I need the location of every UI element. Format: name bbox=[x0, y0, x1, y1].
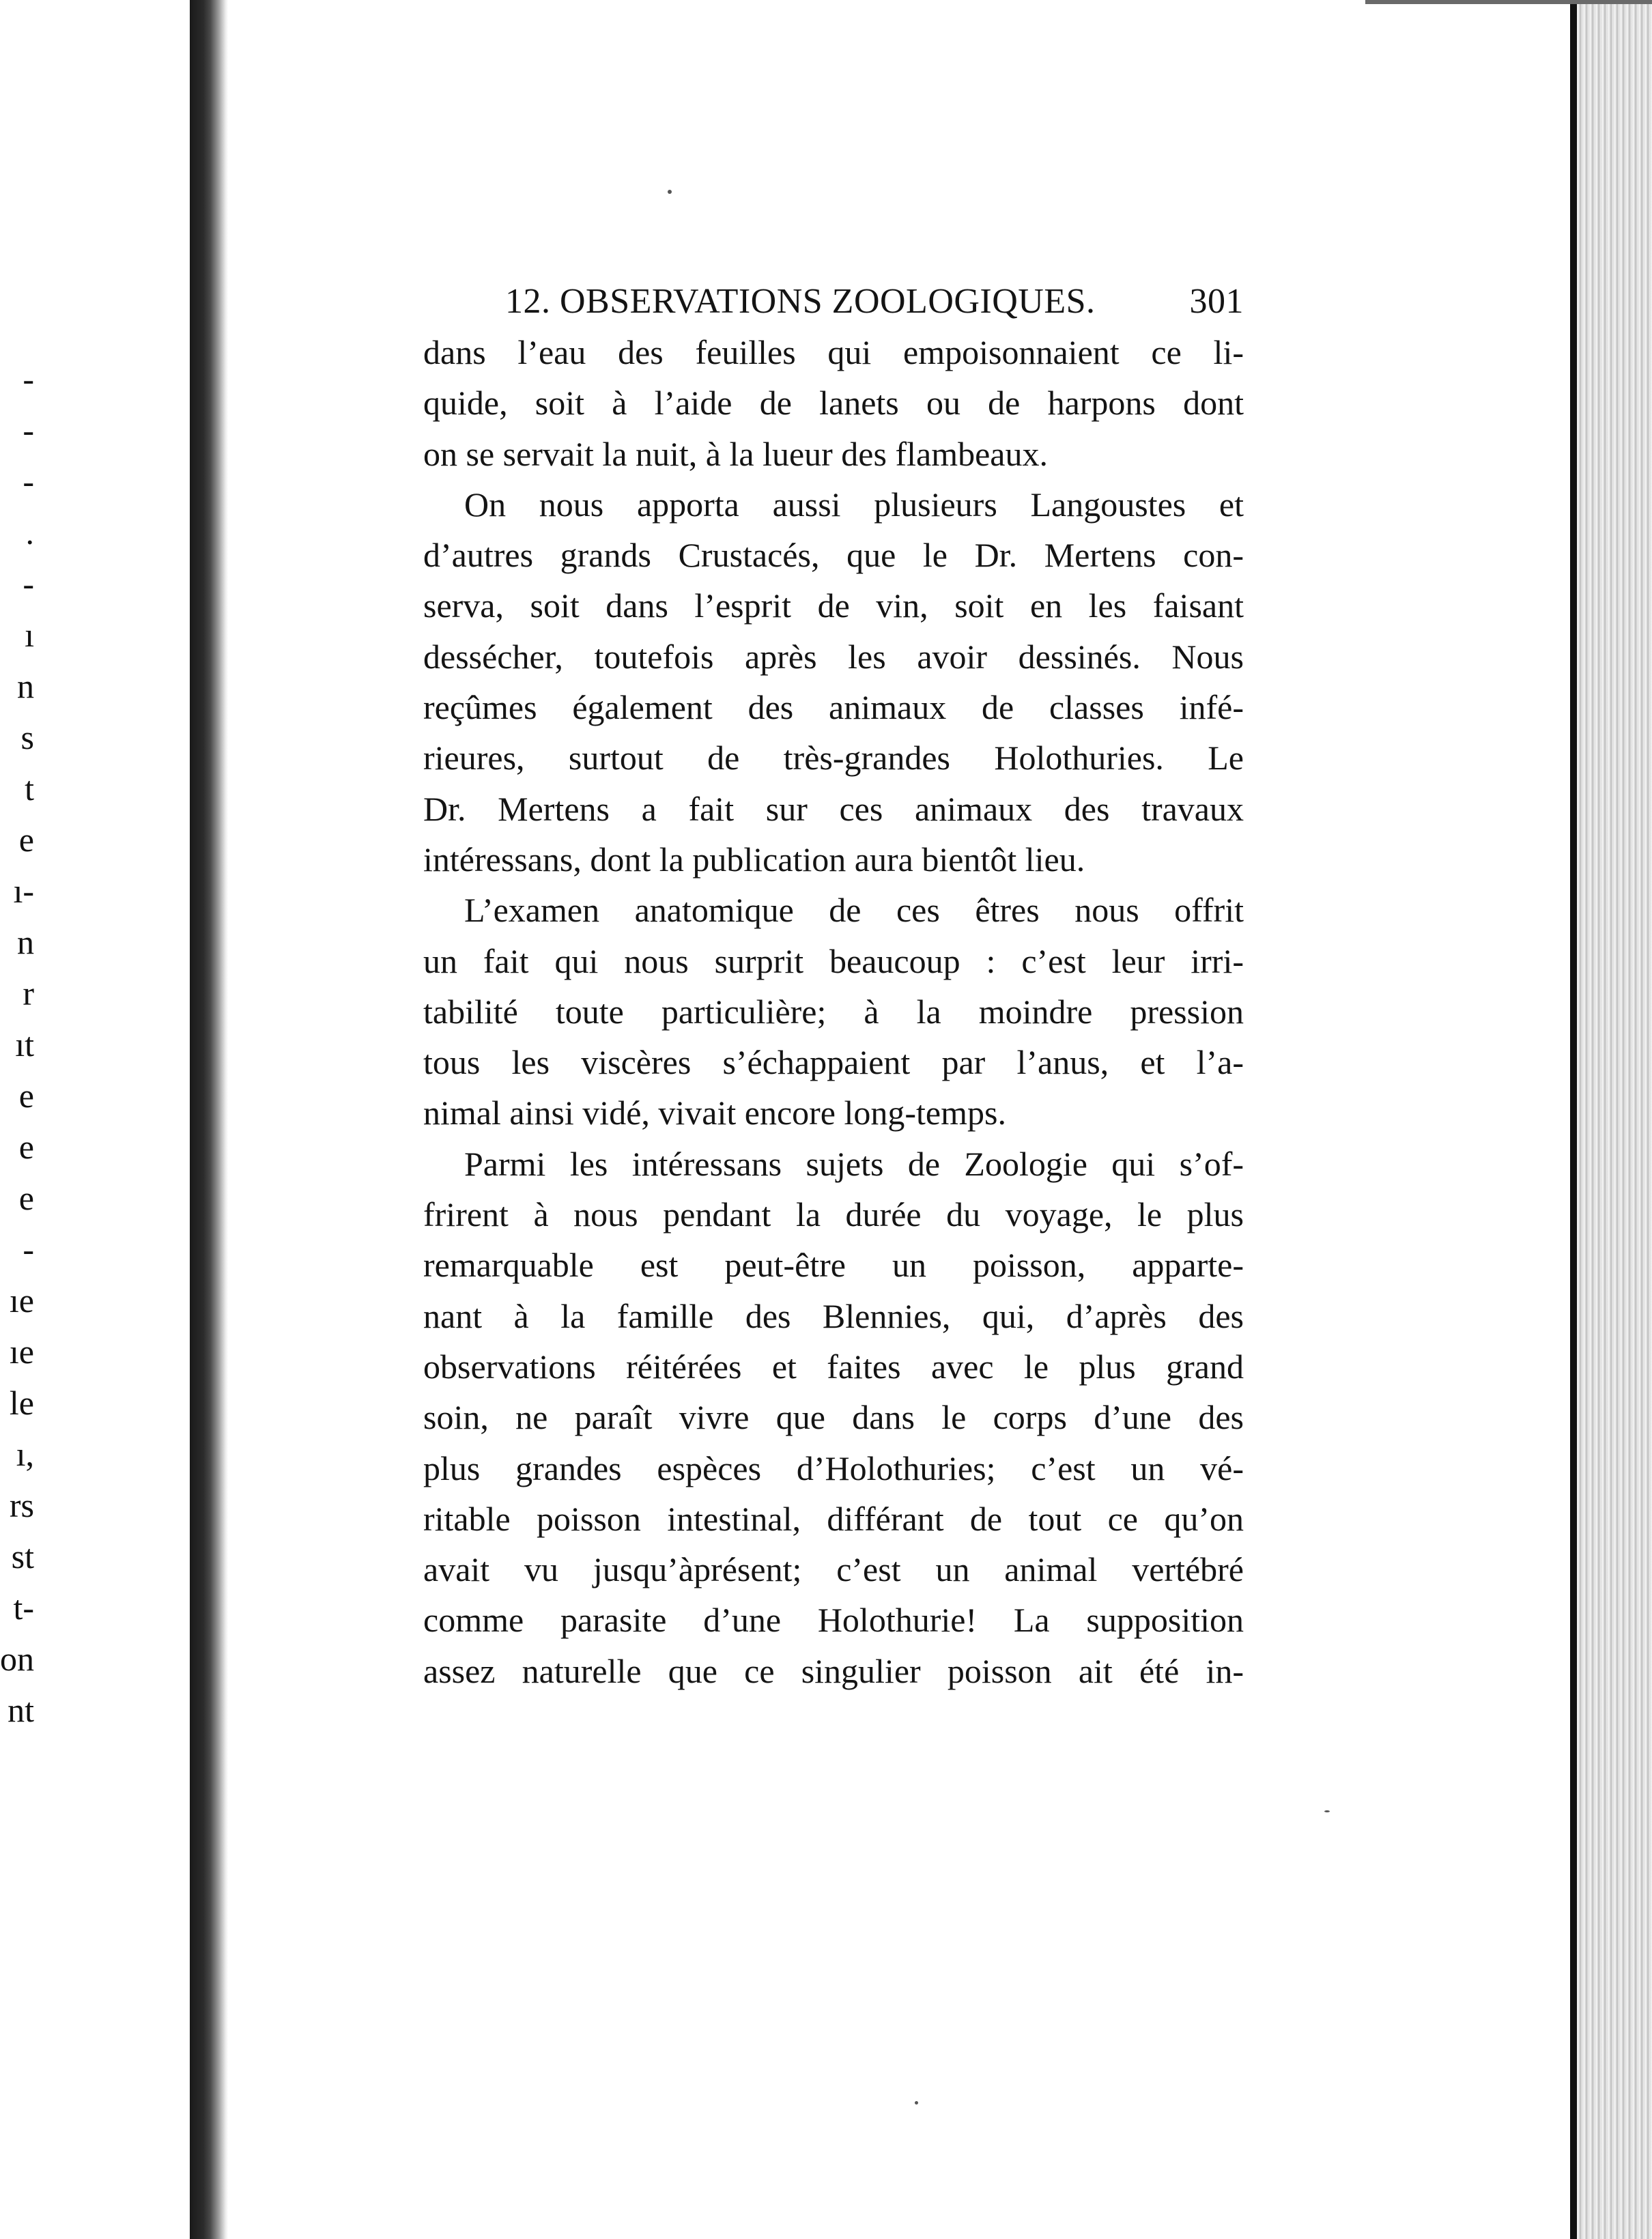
text-line: quide, soit à l’aide de lanets ou de harpons dont bbox=[423, 384, 1244, 423]
facing-page-fragment: e bbox=[18, 821, 34, 859]
facing-page-fragment: ı- bbox=[13, 872, 34, 910]
text-line: un fait qui nous surprit beaucoup : c’est leur irri- bbox=[423, 941, 1244, 980]
text-line: intéressans, dont la publication aura bientôt lieu. bbox=[423, 840, 1085, 879]
text-line: dans l’eau des feuilles qui empoisonnaient ce li- bbox=[423, 333, 1244, 371]
book-gutter bbox=[190, 0, 228, 2239]
text-line: d’autres grands Crustacés, que le Dr. Mertens con- bbox=[423, 536, 1244, 575]
paragraph bbox=[423, 479, 1244, 885]
text-line: rieures, surtout de très-grandes Holothuries. Le bbox=[423, 739, 1244, 778]
facing-page-fragment: rs bbox=[9, 1486, 34, 1524]
chapter-number: 12. bbox=[505, 282, 551, 321]
text-line: on se servait la nuit, à la lueur des flambeaux. bbox=[423, 434, 1048, 473]
text-line: nant à la famille des Blennies, qui, d’après des bbox=[423, 1296, 1244, 1335]
top-edge-rule bbox=[1365, 0, 1652, 4]
text-line: frirent à nous pendant la durée du voyage, le plus bbox=[423, 1195, 1244, 1234]
facing-page-fragment: r bbox=[23, 974, 34, 1012]
facing-page-fragment: - bbox=[23, 1230, 34, 1268]
facing-page-fragment: nt bbox=[8, 1691, 34, 1729]
facing-page-fragment: s bbox=[20, 718, 34, 756]
text-line: remarquable est peut-être un poisson, apparte- bbox=[423, 1246, 1244, 1285]
text-line: dessécher, toutefois après les avoir dessinés. Nous bbox=[423, 637, 1244, 676]
facing-page-fragment: - bbox=[23, 360, 34, 398]
facing-page-fragment: n bbox=[17, 667, 34, 705]
text-line: comme parasite d’une Holothurie! La supposition bbox=[423, 1601, 1244, 1640]
facing-page-fragment: t bbox=[25, 769, 34, 808]
text-line: ritable poisson intestinal, différant de tout ce qu’on bbox=[423, 1499, 1244, 1538]
running-head-title bbox=[505, 276, 1096, 327]
facing-page-fragment: t- bbox=[13, 1588, 34, 1627]
facing-page-fragment: le bbox=[9, 1384, 34, 1422]
text-line: Parmi les intéressans sujets de Zoologie qui s’of- bbox=[464, 1144, 1244, 1183]
facing-page-fragment: - bbox=[23, 462, 34, 500]
facing-page-fragment: ıe bbox=[9, 1281, 34, 1320]
text-line: tabilité toute particulière; à la moindre pression bbox=[423, 992, 1244, 1031]
facing-page-fragment: . bbox=[25, 513, 34, 552]
running-head bbox=[423, 276, 1244, 327]
paragraph bbox=[423, 1139, 1244, 1696]
text-line: L’examen anatomique de ces êtres nous offrit bbox=[464, 891, 1244, 930]
facing-page-left bbox=[0, 0, 190, 2239]
page-edge-shadow bbox=[1570, 0, 1577, 2239]
text-line: avait vu jusqu’àprésent; c’est un animal vertébré bbox=[423, 1550, 1244, 1589]
page-number: 301 bbox=[1189, 282, 1244, 321]
paper-speck bbox=[668, 190, 672, 194]
paragraph bbox=[423, 327, 1244, 479]
facing-page-fragment: ı bbox=[25, 616, 34, 654]
page-edges-right bbox=[1570, 0, 1652, 2239]
facing-page-fragment: e bbox=[18, 1076, 34, 1115]
facing-page-fragment: - bbox=[23, 565, 34, 603]
text-line: On nous apporta aussi plusieurs Langoustes et bbox=[464, 485, 1244, 524]
facing-page-fragment: ıt bbox=[15, 1025, 34, 1064]
text-line: serva, soit dans l’esprit de vin, soit en les faisant bbox=[423, 586, 1244, 625]
text-line: plus grandes espèces d’Holothuries; c’est un vé- bbox=[423, 1449, 1244, 1487]
facing-page-fragment: e bbox=[18, 1128, 34, 1166]
text-line: reçûmes également des animaux de classes infé- bbox=[423, 688, 1244, 727]
text-line: Dr. Mertens a fait sur ces animaux des travaux bbox=[423, 789, 1244, 828]
facing-page-fragment: n bbox=[17, 923, 34, 961]
text-block bbox=[423, 276, 1244, 1696]
chapter-title: OBSERVATIONS ZOOLOGIQUES. bbox=[560, 282, 1096, 321]
paragraph bbox=[423, 885, 1244, 1138]
facing-page-fragment: e bbox=[18, 1179, 34, 1217]
paper-speck bbox=[915, 2101, 918, 2105]
facing-page-fragment: on bbox=[0, 1640, 34, 1678]
text-line: tous les viscères s’échappaient par l’anus, et l’a- bbox=[423, 1043, 1244, 1082]
facing-page-fragment: ıe bbox=[9, 1332, 34, 1371]
text-line: soin, ne paraît vivre que dans le corps d’une des bbox=[423, 1398, 1244, 1437]
facing-page-fragment: ı, bbox=[16, 1435, 34, 1473]
paper-speck bbox=[1324, 1810, 1330, 1812]
text-line: observations réitérées et faites avec le plus grand bbox=[423, 1347, 1244, 1386]
facing-page-fragment: st bbox=[11, 1537, 34, 1575]
facing-page-fragment: - bbox=[23, 411, 34, 449]
text-line: nimal ainsi vidé, vivait encore long-temps. bbox=[423, 1094, 1006, 1132]
text-line: assez naturelle que ce singulier poisson ait été in- bbox=[423, 1651, 1244, 1690]
